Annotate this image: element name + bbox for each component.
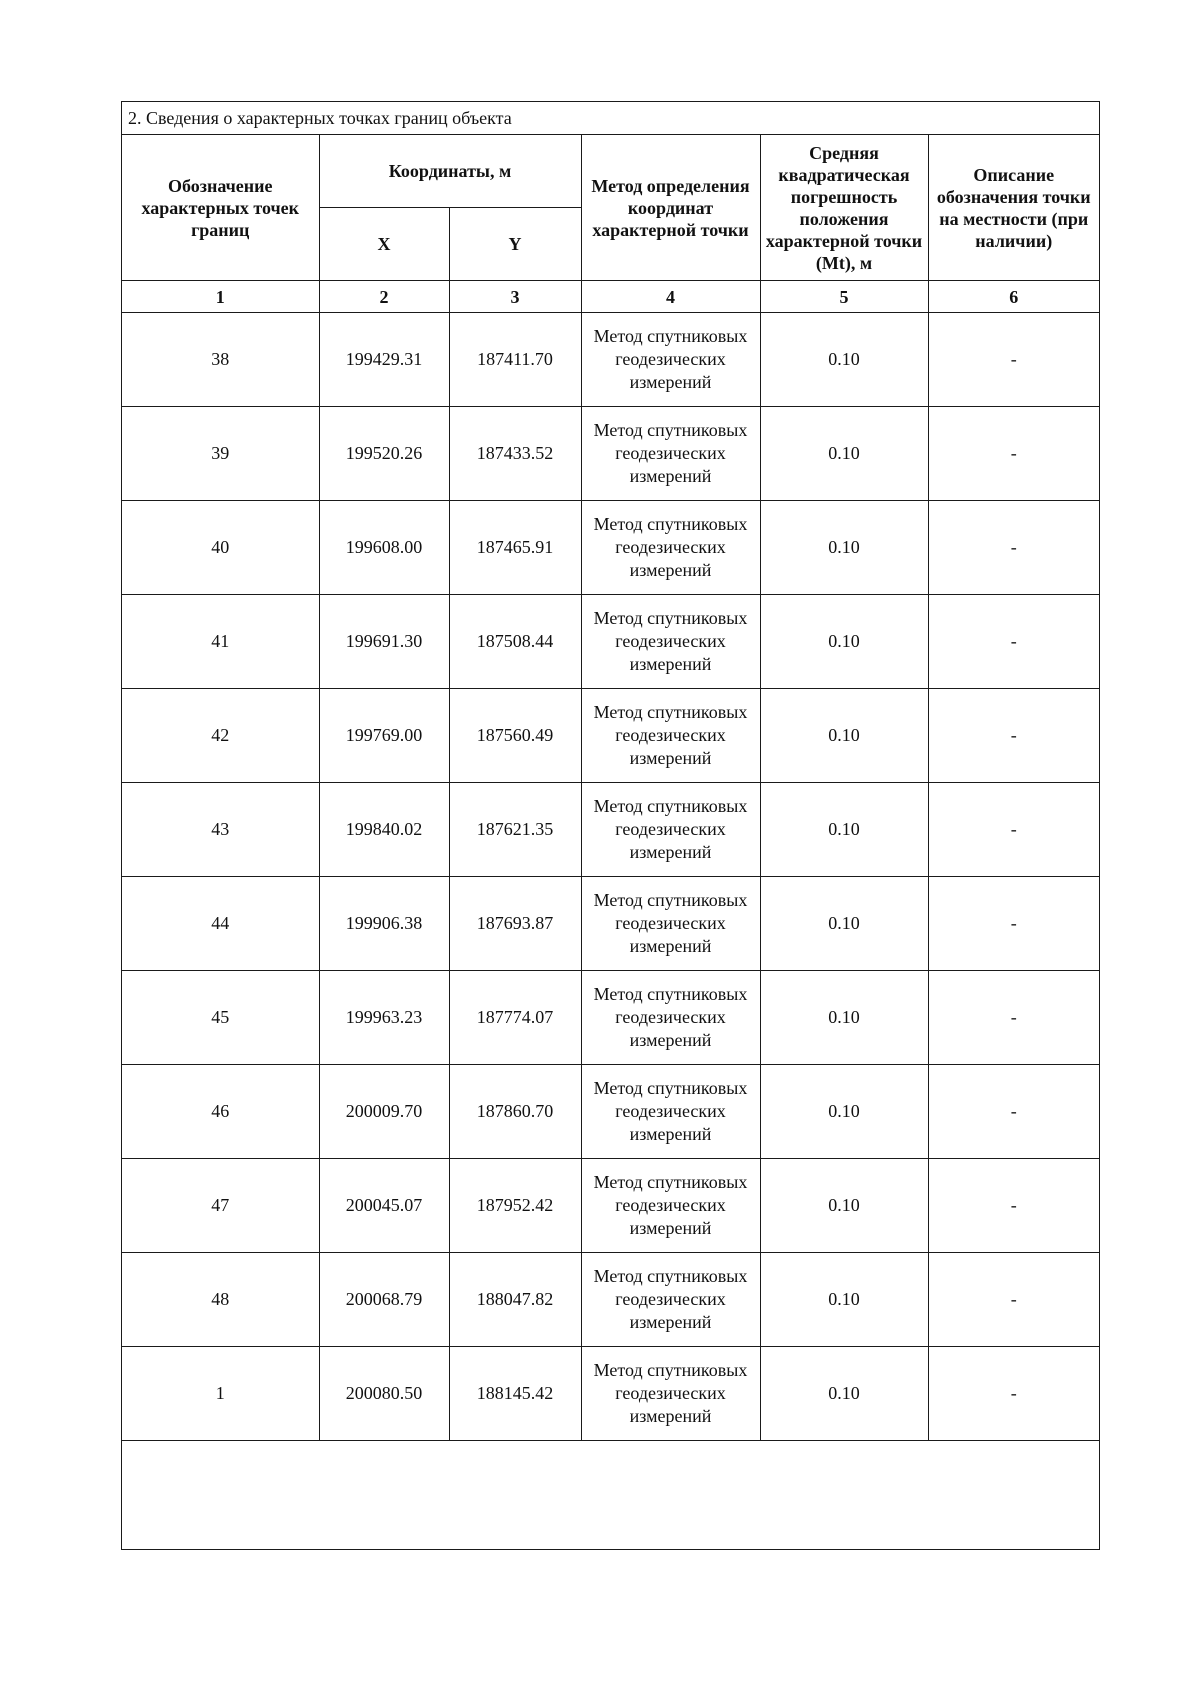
header-y: Y: [449, 208, 581, 281]
description-cell: -: [928, 407, 1099, 501]
point-id: 48: [122, 1253, 319, 1347]
coord-y: 187411.70: [449, 313, 581, 407]
table-row: [122, 689, 1099, 783]
column-number-3: 3: [449, 281, 581, 313]
coord-x: 199691.30: [319, 595, 449, 689]
mean-error: 0.10: [760, 1347, 928, 1441]
point-id: 1: [122, 1347, 319, 1441]
coord-y: 188145.42: [449, 1347, 581, 1441]
method-cell: Метод спутниковых геодезических измерений: [581, 1065, 760, 1159]
description-cell: -: [928, 501, 1099, 595]
table-row: [122, 877, 1099, 971]
coord-y: 187774.07: [449, 971, 581, 1065]
table-row: [122, 783, 1099, 877]
method-cell: Метод спутниковых геодезических измерений: [581, 1253, 760, 1347]
mean-error: 0.10: [760, 501, 928, 595]
description-cell: -: [928, 877, 1099, 971]
coord-x: 200045.07: [319, 1159, 449, 1253]
mean-error: 0.10: [760, 1253, 928, 1347]
coord-y: 187952.42: [449, 1159, 581, 1253]
coord-y: 187621.35: [449, 783, 581, 877]
method-cell: Метод спутниковых геодезических измерений: [581, 971, 760, 1065]
header-x: X: [319, 208, 449, 281]
coord-y: 187465.91: [449, 501, 581, 595]
mean-error: 0.10: [760, 313, 928, 407]
mean-error: 0.10: [760, 1065, 928, 1159]
table-row: [122, 1347, 1099, 1441]
coord-y: 187693.87: [449, 877, 581, 971]
coord-x: 200068.79: [319, 1253, 449, 1347]
table-row: [122, 971, 1099, 1065]
coord-x: 199963.23: [319, 971, 449, 1065]
description-cell: -: [928, 783, 1099, 877]
description-cell: -: [928, 689, 1099, 783]
table-row: [122, 595, 1099, 689]
point-id: 45: [122, 971, 319, 1065]
method-cell: Метод спутниковых геодезических измерений: [581, 689, 760, 783]
method-cell: Метод спутниковых геодезических измерений: [581, 313, 760, 407]
mean-error: 0.10: [760, 783, 928, 877]
description-cell: -: [928, 595, 1099, 689]
point-id: 38: [122, 313, 319, 407]
column-number-5: 5: [760, 281, 928, 313]
point-id: 46: [122, 1065, 319, 1159]
coord-x: 200009.70: [319, 1065, 449, 1159]
description-cell: -: [928, 1159, 1099, 1253]
header-description: Описание обозначения точки на местности (при наличии): [928, 135, 1099, 281]
coord-x: 199769.00: [319, 689, 449, 783]
method-cell: Метод спутниковых геодезических измерений: [581, 1159, 760, 1253]
mean-error: 0.10: [760, 1159, 928, 1253]
coord-y: 188047.82: [449, 1253, 581, 1347]
description-cell: -: [928, 1253, 1099, 1347]
document-sheet: [121, 101, 1100, 1550]
table-row: [122, 501, 1099, 595]
coord-x: 200080.50: [319, 1347, 449, 1441]
description-cell: -: [928, 313, 1099, 407]
table-row: [122, 1065, 1099, 1159]
mean-error: 0.10: [760, 689, 928, 783]
table-row: [122, 1159, 1099, 1253]
table-row: [122, 1253, 1099, 1347]
header-coordinates: Координаты, м: [319, 135, 581, 208]
coord-x: 199520.26: [319, 407, 449, 501]
mean-error: 0.10: [760, 877, 928, 971]
method-cell: Метод спутниковых геодезических измерений: [581, 501, 760, 595]
point-id: 43: [122, 783, 319, 877]
column-number-1: 1: [122, 281, 319, 313]
header-method: Метод определения координат характерной точки: [581, 135, 760, 281]
coord-x: 199840.02: [319, 783, 449, 877]
header-point-designation: Обозначение характерных точек границ: [122, 135, 319, 281]
column-number-2: 2: [319, 281, 449, 313]
coord-y: 187433.52: [449, 407, 581, 501]
coord-y: 187560.49: [449, 689, 581, 783]
description-cell: -: [928, 971, 1099, 1065]
header-mean-error: Средняя квадратическая погрешность положения характерной точки (Mt), м: [760, 135, 928, 281]
point-id: 47: [122, 1159, 319, 1253]
column-number-6: 6: [928, 281, 1099, 313]
coord-y: 187508.44: [449, 595, 581, 689]
method-cell: Метод спутниковых геодезических измерений: [581, 877, 760, 971]
point-id: 41: [122, 595, 319, 689]
column-number-4: 4: [581, 281, 760, 313]
coord-x: 199429.31: [319, 313, 449, 407]
coord-y: 187860.70: [449, 1065, 581, 1159]
point-id: 44: [122, 877, 319, 971]
point-id: 40: [122, 501, 319, 595]
description-cell: -: [928, 1065, 1099, 1159]
method-cell: Метод спутниковых геодезических измерений: [581, 783, 760, 877]
mean-error: 0.10: [760, 971, 928, 1065]
coord-x: 199906.38: [319, 877, 449, 971]
mean-error: 0.10: [760, 595, 928, 689]
method-cell: Метод спутниковых геодезических измерений: [581, 595, 760, 689]
section-title: 2. Сведения о характерных точках границ объекта: [122, 102, 1099, 135]
description-cell: -: [928, 1347, 1099, 1441]
table-row: [122, 313, 1099, 407]
table-row: [122, 407, 1099, 501]
mean-error: 0.10: [760, 407, 928, 501]
method-cell: Метод спутниковых геодезических измерений: [581, 1347, 760, 1441]
point-id: 42: [122, 689, 319, 783]
boundary-points-table: [122, 135, 1099, 1441]
coord-x: 199608.00: [319, 501, 449, 595]
empty-footer-box: [122, 1441, 1099, 1550]
method-cell: Метод спутниковых геодезических измерений: [581, 407, 760, 501]
point-id: 39: [122, 407, 319, 501]
